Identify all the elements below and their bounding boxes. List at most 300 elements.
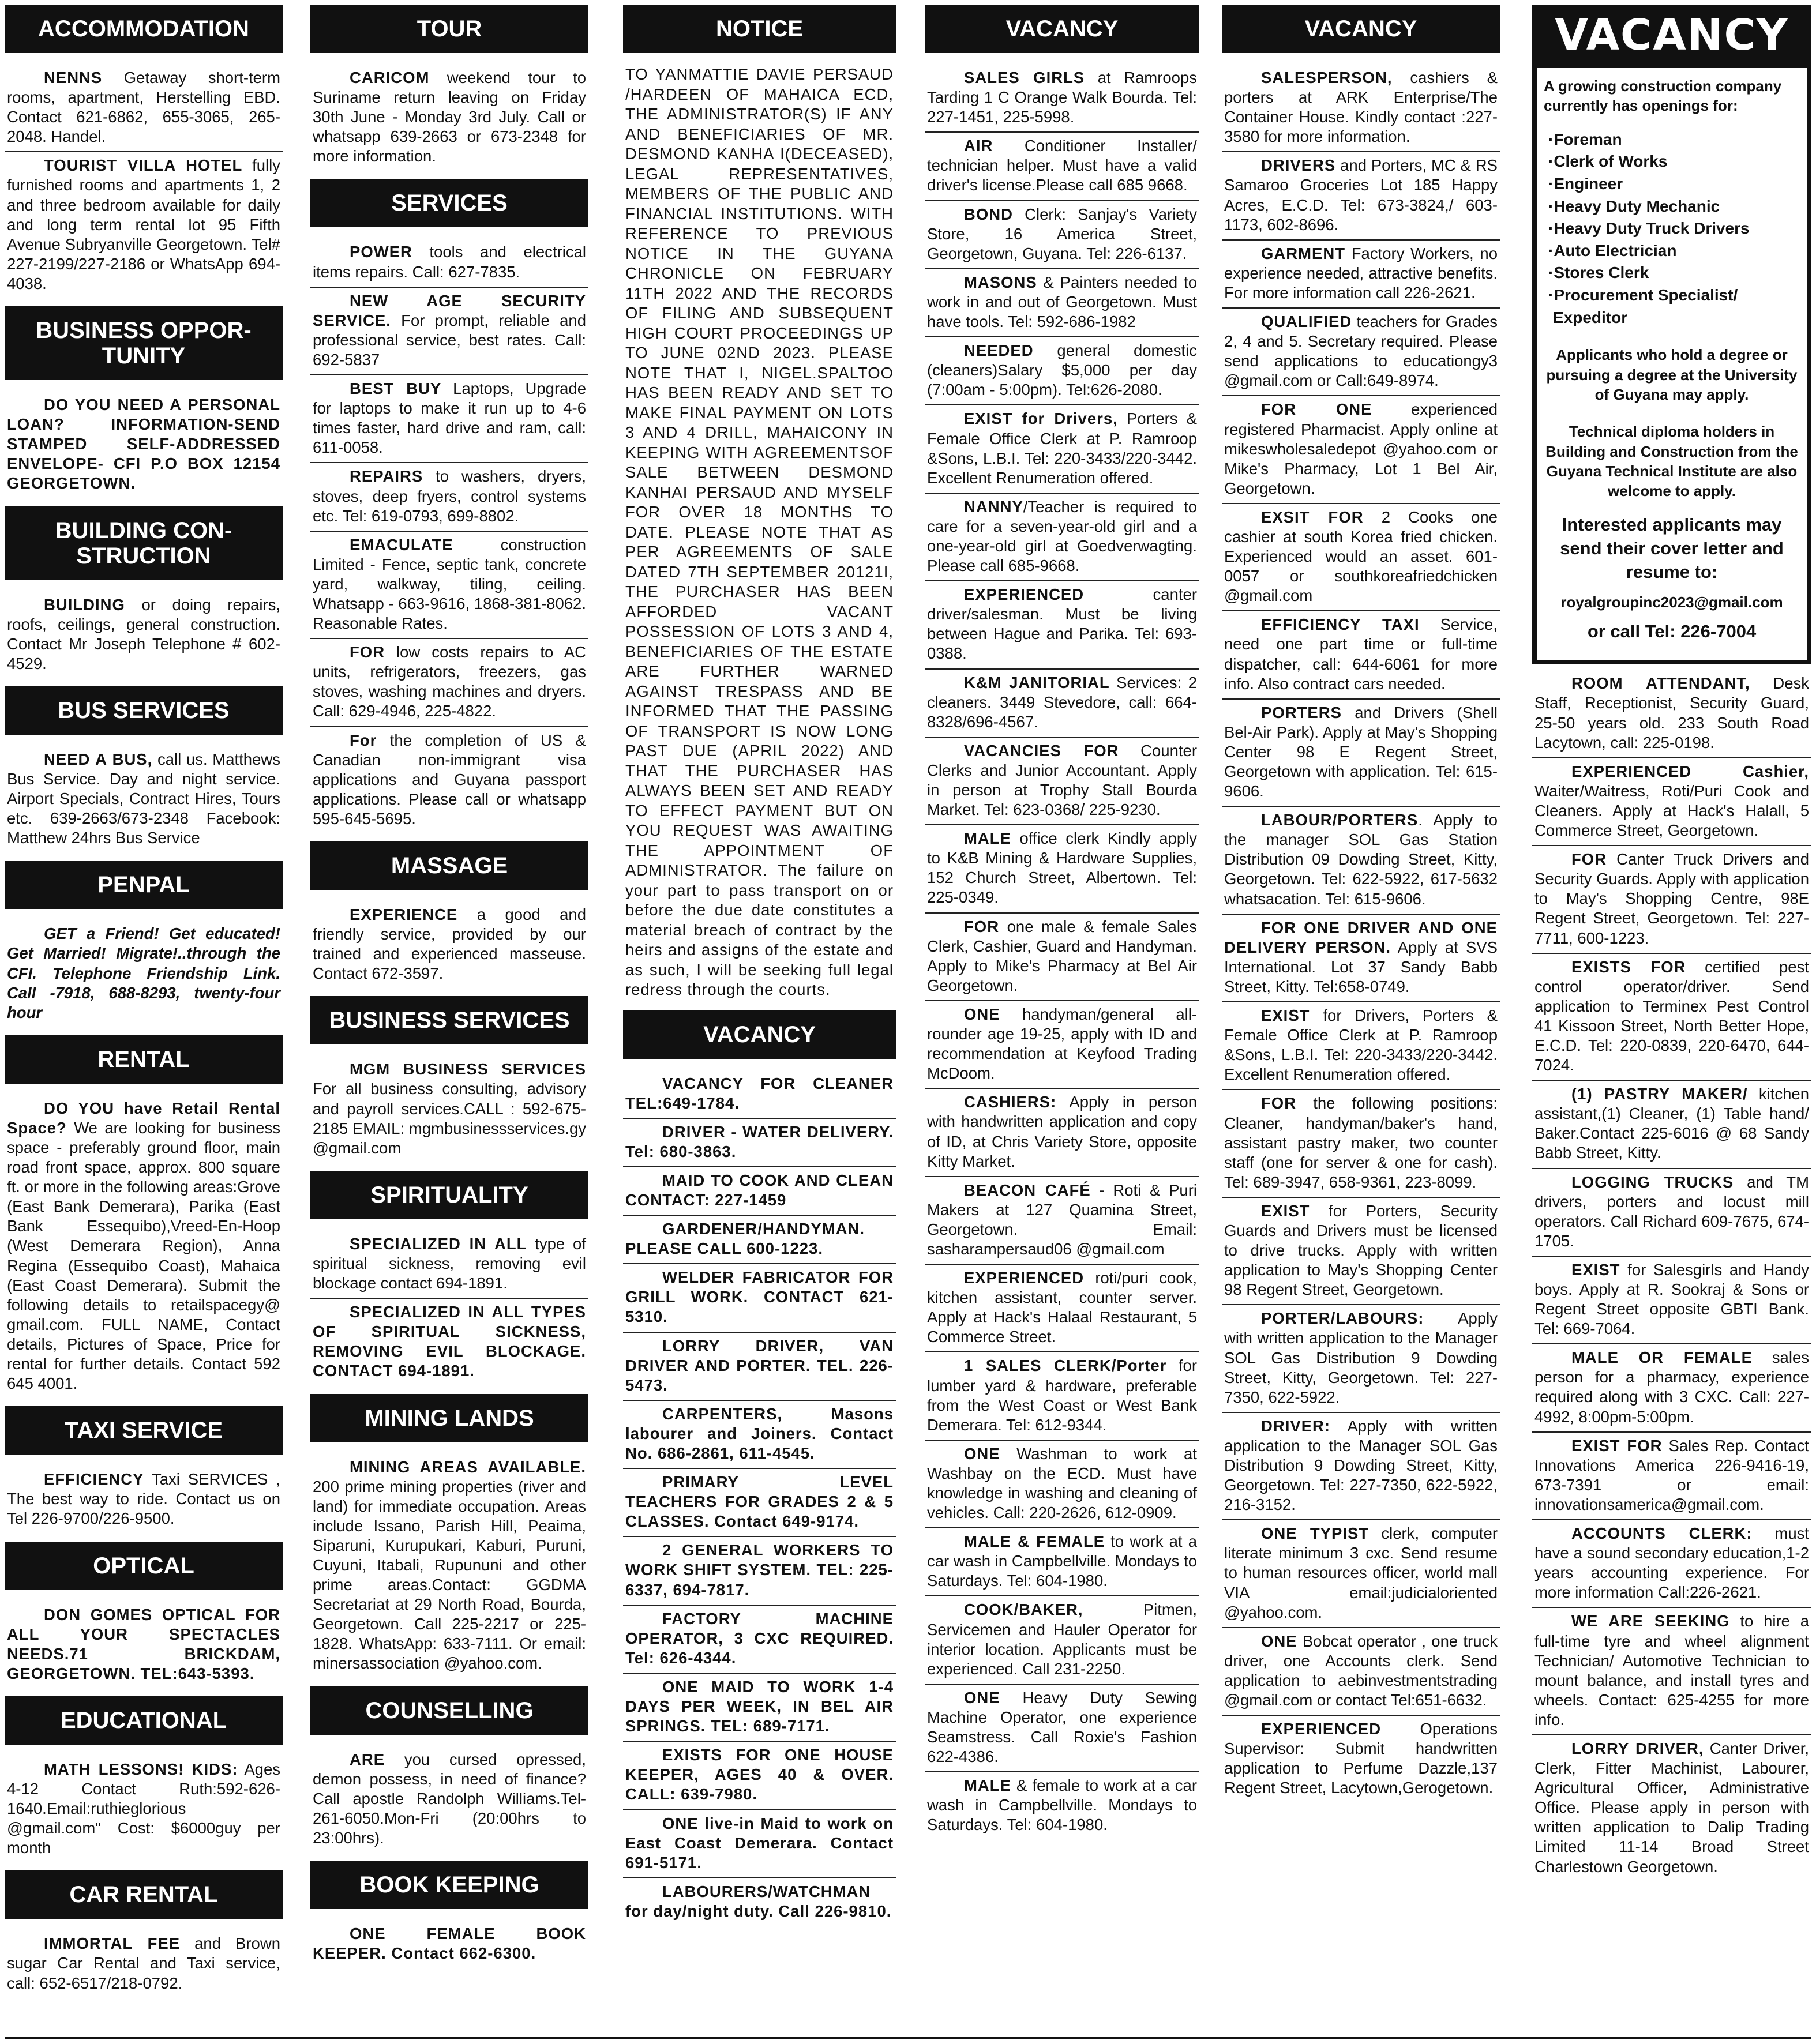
ad-lead: REPAIRS — [350, 467, 423, 486]
classified-ad — [310, 65, 588, 171]
classified-ad — [5, 1095, 283, 1398]
ad-text: clerk, computer literate minimum 3 cxc. Send resume to human resources officer, world mall VIA email:judicialoriented @yahoo.com. — [1224, 1524, 1498, 1621]
position-item: ·Engineer — [1548, 174, 1623, 193]
ad-text: Counter Clerks and Junior Accountant. Apply in person at Trophy Stall Bourda Market. Tel: 623-0368/ 225-9230. — [927, 741, 1197, 819]
classified-ad — [1532, 1169, 1811, 1257]
classified-ad — [1222, 504, 1500, 611]
classified-ad — [1222, 1090, 1500, 1197]
ad-text: Ages 4-12 Contact Ruth:592-626-1640.Email:ruthieglorious @gmail.com" Cost: $6000guy per month — [7, 1760, 280, 1857]
classified-ad — [310, 463, 588, 531]
classified-ad — [925, 1089, 1199, 1177]
ad-text: - Roti & Puri Makers at 127 Quamina Street, Georgetown. Email: sasharampersaud06 @gmail.com — [927, 1181, 1197, 1258]
ad-text: 2 Cooks one cashier at south Korea fried chicken. Experienced would an asset. 601-0057 or southkoreafriedchicken @gmail.com — [1224, 508, 1498, 605]
ad-text: 2 GENERAL WORKERS TO WORK SHIFT SYSTEM. TEL: 225-6337, 694-7817. — [625, 1541, 894, 1599]
classified-ad — [310, 1056, 588, 1162]
section-header: TAXI SERVICE — [5, 1406, 283, 1455]
section-header: SERVICES — [310, 179, 588, 227]
classified-ad — [925, 1001, 1199, 1089]
classified-ad — [1532, 758, 1811, 846]
ad-text: for Salesgirls and Handy boys. Apply at R. Sookraj & Sons or Regent Street opposite GBTI Bank. Tel: 669-7064. — [1534, 1260, 1809, 1338]
classified-ad — [1222, 611, 1500, 699]
classified-ad — [1532, 670, 1811, 758]
ad-lead: EXIST — [1261, 1201, 1310, 1220]
ad-lead: FOR — [1261, 1094, 1297, 1113]
section-header: VACANCY — [1222, 5, 1500, 53]
section-header: BOOK KEEPING — [310, 1861, 588, 1909]
position-list — [1548, 129, 1807, 329]
ad-lead: EXIST for Drivers, — [964, 409, 1118, 428]
classified-ad — [1222, 1628, 1500, 1716]
ad-lead: EXPERIENCED — [964, 585, 1085, 604]
classified-ad — [623, 1878, 896, 1926]
ad-lead: EMACULATE — [350, 535, 453, 554]
vacancy-display-ad — [1532, 5, 1811, 664]
ad-lead: GARMENT — [1261, 244, 1346, 262]
ad-text: at Ramroops Tarding 1 C Orange Walk Bourda. Tel: 227-1451, 225-5998. — [927, 69, 1197, 126]
classified-ad — [5, 65, 283, 152]
classified-ad — [310, 727, 588, 833]
ad-lead: FOR ONE DRIVER AND ONE DELIVERY PERSON. — [1224, 918, 1498, 956]
ad-lead: FOR ONE — [1261, 400, 1372, 419]
classified-column-6 — [1532, 5, 1811, 1881]
classified-ad — [925, 1596, 1199, 1684]
ad-text: MAID TO COOK AND CLEAN CONTACT: 227-1459 — [625, 1171, 894, 1209]
ad-lead: MALE OR FEMALE — [1571, 1348, 1753, 1367]
ad-lead: LABOUR/PORTERS — [1261, 811, 1419, 829]
classified-ad — [623, 1167, 896, 1216]
classified-ad — [1222, 65, 1500, 152]
classified-ad — [925, 670, 1199, 738]
ad-lead: EXPERIENCE — [350, 905, 458, 923]
ad-text: to work at a car wash in Campbellville. Mondays to Saturdays. Tel: 604-1980. — [927, 1532, 1197, 1590]
section-header: OPTICAL — [5, 1542, 283, 1590]
position-item: ·Auto Electrician — [1548, 241, 1677, 260]
ad-lead: EXPERIENCED — [1261, 1720, 1382, 1738]
vacancy-list — [623, 1070, 896, 1926]
ad-text: you cursed opressed, demon possess, in need of finance? Call apostle Randolph Williams.Tel-261-6050.Mon-Fri (20:00hrs to 23:00hrs). — [313, 1750, 586, 1847]
ad-text: Apply with written application to the Manager SOL Gas Distribution 9 Dowding Street, Kitty, Georgetown. Tel: 227-7350, 622-5922. — [1224, 1309, 1498, 1406]
display-ad-diploma-note: Technical diploma holders in Building and Construction from the Guyana Technical Institute are also welcome to apply. — [1545, 423, 1798, 500]
classified-ad — [310, 1454, 588, 1678]
ad-lead: DO YOU have Retail Rental Space? — [7, 1099, 280, 1137]
ad-text: Waiter/Waitress, Roti/Puri Cook and Cleaners. Apply at Hack's Halall, 5 Commerce Street, Georgetown. — [1534, 781, 1809, 840]
ad-lead: MINING AREAS AVAILABLE. — [350, 1457, 586, 1476]
ad-text: or doing repairs, roofs, ceilings, general construction. Contact Mr Joseph Telephone # 602-4529. — [7, 595, 280, 672]
section-header: RENTAL — [5, 1035, 283, 1084]
ad-text: Getaway short-term rooms, apartment, Herstelling EBD. Contact 621-6862, 655-3065, 265-2048. Handel. — [7, 69, 280, 146]
classified-ad — [5, 1756, 283, 1862]
classified-ad — [1222, 1305, 1500, 1412]
section-header: MINING LANDS — [310, 1394, 588, 1442]
classified-ad — [1222, 241, 1500, 309]
ad-text: We are looking for business space - preferably ground floor, main road front space, approx. 800 square ft. or more in the following areas:Grove (East Bank Demerara), Parika (East Bank Essequibo),Vreed-En-Hoop (West Demerara Region), Anna Regina (Essequibo Coast), Mahaica (East Coast Demerara). Submit the following details to retailspacegy@ gmail.com. FULL NAME, Contact details, Pictures of Space, Price for rental for further details. Contact 592 645 4001. — [7, 1118, 280, 1393]
ad-text: weekend tour to Suriname return leaving on Friday 30th June - Monday 3rd July. Call or whatsapp 639-2663 or 673-2348 for more information. — [313, 69, 586, 166]
ad-text: Desk Staff, Receptionist, Security Guard, 25-50 years old. 233 South Road Lacytown, call: 225-0198. — [1534, 674, 1809, 752]
ad-lead: MALE & FEMALE — [964, 1532, 1105, 1551]
ad-text: for lumber yard & hardware, preferable from the West Coast or West Bank Demerara. Tel: 612-9344. — [927, 1357, 1198, 1434]
classified-ad — [925, 1352, 1199, 1440]
ad-text: cashiers & porters at ARK Enterprise/The Container House. Kindly contact :227-3580 for more information. — [1224, 69, 1498, 146]
ad-lead: MGM BUSINESS SERVICES — [350, 1060, 586, 1079]
classified-ad — [5, 1602, 283, 1688]
ad-lead: NEED A BUS, — [44, 750, 153, 768]
ad-text: kitchen assistant,(1) Cleaner, (1) Table hand/ Baker.Contact 225-6016 @ 68 Sandy Babb Street, Kitty. — [1534, 1085, 1809, 1162]
ad-text: and Brown sugar Car Rental and Taxi service, call: 652-6517/218-0792. — [7, 1934, 280, 1992]
display-ad-title: VACANCY — [1537, 9, 1807, 68]
ad-lead: ONE — [964, 1688, 1000, 1707]
classified-ad — [1222, 309, 1500, 396]
ad-lead: MALE — [964, 1776, 1011, 1795]
classified-ad — [5, 1466, 283, 1533]
ad-lead: NEW AGE SECURITY SERVICE. — [313, 291, 586, 329]
ad-text: low costs repairs to AC units, refrigerators, freezers, gas stoves, washing machines and dryers. Call: 629-4946, 225-4822. — [313, 643, 586, 720]
ad-text: VACANCY FOR CLEANER TEL:649-1784. — [625, 1074, 894, 1112]
section-header: BUSINESS OPPOR-TUNITY — [5, 306, 283, 380]
ad-lead: SPECIALIZED IN ALL — [350, 1234, 527, 1253]
section-header: MASSAGE — [310, 841, 588, 890]
ad-text: certified pest control operator/driver. Send application to Terminex Pest Control 41 Kissoon Street, North Better Hope, E.C.D. Tel: 220-0839, 220-6470, 644-7024. — [1534, 957, 1809, 1074]
ad-lead: EXSIT FOR — [1261, 508, 1364, 526]
ad-text: Taxi SERVICES , The best way to ride. Contact us on Tel 226-9700/226-9500. — [7, 1470, 280, 1528]
classified-ad — [1222, 1520, 1500, 1628]
ad-lead: LORRY DRIVER, — [1571, 1739, 1704, 1757]
ad-text: roti/puri cook, kitchen assistant, counter server. Apply at Hack's Halaal Restaurant, 5 Commerce Street. — [927, 1269, 1197, 1346]
ad-lead: PORTER/LABOURS: — [1261, 1309, 1424, 1328]
classified-ad — [1222, 1413, 1500, 1520]
classified-ad — [925, 1265, 1199, 1352]
ad-lead: NANNY — [964, 497, 1023, 516]
classified-ad — [310, 639, 588, 727]
classified-ad — [623, 1810, 896, 1878]
classified-ad — [623, 1119, 896, 1167]
ad-lead: WE ARE SEEKING — [1571, 1612, 1730, 1630]
classified-ad — [623, 1401, 896, 1469]
classified-ad — [1532, 1520, 1811, 1608]
ad-text: DRIVER - WATER DELIVERY. Tel: 680-3863. — [625, 1122, 894, 1160]
classified-ad — [623, 1264, 896, 1332]
ad-lead: VACANCIES FOR — [964, 741, 1119, 760]
classified-ad — [310, 1921, 588, 1968]
classified-column-2 — [310, 5, 588, 1968]
section-header: SPIRITUALITY — [310, 1171, 588, 1219]
ad-text: Pitmen, Servicemen and Hauler Operator for interior location. Applicants must be experienced. Call 231-2250. — [927, 1600, 1197, 1678]
classified-ad — [925, 133, 1199, 201]
ad-text: one male & female Sales Clerk, Cashier, Guard and Handyman. Apply to Mike's Pharmacy at Bel Air Georgetown. — [927, 917, 1197, 994]
position-item: ·Procurement Specialist/ — [1548, 286, 1738, 304]
ad-lead: FOR — [1571, 850, 1607, 869]
ad-lead: BEST BUY — [350, 380, 442, 398]
classified-ad — [310, 1231, 588, 1299]
ad-lead: FOR — [350, 643, 385, 662]
classified-ad — [925, 337, 1199, 405]
section-header-vacancy: VACANCY — [623, 1010, 896, 1059]
classified-ad — [310, 901, 588, 988]
position-item: ·Heavy Duty Mechanic — [1548, 197, 1720, 215]
classified-ad — [1222, 700, 1500, 807]
classified-ad — [1222, 1198, 1500, 1305]
ad-text: & female to work at a car wash in Campbellville. Mondays to Saturdays. Tel: 604-1980. — [927, 1776, 1197, 1834]
display-ad-apply-note: Interested applicants may send their cover letter and resume to: — [1560, 514, 1784, 583]
classified-ad — [310, 1746, 588, 1853]
classified-column-1 — [5, 5, 283, 1998]
classified-ad — [1532, 1257, 1811, 1344]
display-ad-intro: A growing construction company currently has openings for: — [1544, 77, 1782, 115]
classified-ad — [1532, 1608, 1811, 1735]
section-header-notice: NOTICE — [623, 5, 896, 53]
page-bottom-rule — [5, 2037, 1811, 2039]
section-header: TOUR — [310, 5, 588, 53]
ad-lead: EXIST — [1571, 1260, 1620, 1279]
ad-text: GET a Friend! Get educated! Get Married! Migrate!..through the CFI. Telephone Friendship Link. Call -7918, 688-8293, twenty-four hour — [7, 925, 280, 1021]
position-item: ·Heavy Duty Truck Drivers — [1548, 219, 1750, 238]
ad-lead: DRIVERS — [1261, 156, 1336, 175]
ad-lead: EFFICIENCY — [44, 1470, 144, 1489]
classified-ad — [1222, 396, 1500, 504]
ad-lead: ONE — [1261, 1632, 1297, 1650]
ad-lead: DRIVER: — [1261, 1416, 1331, 1435]
ad-lead: PORTERS — [1261, 703, 1342, 722]
ad-text: Heavy Duty Sewing Machine Operator, one experience Seamstress. Call Roxie's Fashion 622-4386. — [927, 1688, 1197, 1766]
ad-text: LABOURERS/WATCHMAN for day/night duty. Call 226-9810. — [625, 1882, 892, 1920]
classified-ad — [925, 65, 1199, 133]
ad-text: EXISTS FOR ONE HOUSE KEEPER, AGES 40 & OVER. CALL: 639-7980. — [625, 1746, 894, 1803]
ad-text: Canter Truck Drivers and Security Guards. Apply with application to May's Shopping Centre, 98E Regent Street, Georgetown. Tel: 227-7711, 600-1223. — [1534, 850, 1809, 947]
ad-lead: EXPERIENCED — [964, 1269, 1085, 1287]
section-header: CAR RENTAL — [5, 1870, 283, 1919]
classified-ad — [925, 269, 1199, 337]
ad-text: For all business consulting, advisory and payroll services.CALL : 592-675-2185 EMAIL: mgmbusinessservices.gy @gmail.com — [313, 1080, 586, 1157]
section-header: ACCOMMODATION — [5, 5, 283, 53]
ad-text: construction Limited - Fence, septic tank, concrete yard, walkway, tiling, ceiling. Whatsapp - 663-9616, 1868-381-8062. Reasonable Rates. — [313, 535, 586, 633]
ad-text: Service, need one part time or full-time dispatcher, call: 644-6061 for more info. Also contract cars needed. — [1224, 615, 1498, 693]
ad-lead: For — [350, 731, 377, 749]
classified-ad — [1532, 1344, 1811, 1432]
classified-ad — [5, 920, 283, 1027]
classified-ad — [623, 1606, 896, 1674]
classified-ad — [1532, 954, 1811, 1081]
classified-ad — [925, 914, 1199, 1001]
ad-lead: BUILDING — [44, 595, 125, 614]
ad-text: the completion of US & Canadian non-immigrant visa applications and Guyana passport applications. Please call or whatsapp 595-645-5695. — [313, 731, 586, 828]
ad-text: Sales Rep. Contact Innovations America 226-9416-19, 673-7391 or email: innovationsamerica@gmail.com. — [1534, 1436, 1810, 1513]
display-ad-email: royalgroupinc2023@gmail.com — [1560, 593, 1783, 611]
ad-lead: (1) PASTRY MAKER/ — [1571, 1085, 1748, 1103]
classified-ad — [623, 1674, 896, 1742]
classified-column-3 — [623, 5, 896, 1926]
classified-ad — [925, 1441, 1199, 1528]
ad-lead: EXIST FOR — [1571, 1436, 1663, 1455]
classified-ad — [925, 405, 1199, 493]
ad-text: Factory Workers, no experience needed, attractive benefits. For more information call 226-2621. — [1224, 244, 1498, 302]
ad-text: and Drivers (Shell Bel-Air Park). Apply at May's Shopping Center 98 E Regent Street, Georgetown with application. Tel: 615-9606. — [1224, 703, 1498, 801]
classified-ad — [5, 746, 283, 852]
ad-text: & Painters needed to work in and out of Georgetown. Must have tools. Tel: 592-686-1982 — [927, 273, 1197, 331]
ad-lead: COOK/BAKER, — [964, 1600, 1083, 1619]
ad-lead: BOND — [964, 205, 1013, 223]
ad-lead: AIR — [964, 137, 993, 155]
classified-ad — [925, 201, 1199, 269]
ad-text: general domestic (cleaners)Salary $5,000 per day (7:00am - 5:00pm). Tel:626-2080. — [927, 341, 1197, 399]
ad-text: Apply at SVS International. Lot 37 Sandy Babb Street, Kitty. Tel:658-0749. — [1224, 938, 1498, 995]
ad-text: For prompt, reliable and professional service, best rates. Call: 692-5837 — [313, 311, 586, 369]
ad-text: handyman/general all-rounder age 19-25, apply with ID and recommendation at Keyfood Trading McDoom. — [927, 1005, 1197, 1083]
ad-text: Canter Driver, Clerk, Fitter Machinist, Labourer, Agricultural Officer, Administrative Office. Please apply in person with written application to Dalip Trading Limited 11-14 Broad Street Charlestown Georgetown. — [1534, 1739, 1810, 1876]
ad-text: Porters & Female Office Clerk at P. Ramroop &Sons, L.B.I. Tel: 220-3433/220-3442. Excellent Renumeration offered. — [927, 409, 1197, 487]
vacancy-list — [1532, 670, 1811, 1881]
ad-lead: FOR — [964, 917, 1000, 935]
classified-ad — [623, 1216, 896, 1264]
ad-lead: BEACON CAFÉ — [964, 1181, 1091, 1199]
ad-text: canter driver/salesman. Must be living between Hague and Parika. Tel: 693-0388. — [927, 585, 1197, 663]
ad-text: WELDER FABRICATOR FOR GRILL WORK. CONTACT 621-5310. — [625, 1268, 894, 1326]
ad-lead: SALESPERSON, — [1261, 69, 1393, 87]
classified-ad — [1532, 846, 1811, 953]
ad-text: GARDENER/HANDYMAN. PLEASE CALL 600-1223. — [625, 1220, 865, 1258]
classified-ad — [1532, 1735, 1811, 1881]
ad-text: office clerk Kindly apply to K&B Mining & Hardware Supplies, 152 Church Street, Albertown. Tel: 225-0349. — [927, 829, 1197, 907]
ad-lead: K&M JANITORIAL — [964, 673, 1110, 692]
ad-text: call us. Matthews Bus Service. Day and night service. Airport Specials, Contract Hires, Tours etc. 639-2663/673-2348 Facebook: Matthew 24hrs Bus Service — [7, 750, 280, 847]
classified-ad — [1532, 1081, 1811, 1168]
ad-text: Washman to work at Washbay on the ECD. Must have knowledge in washing and cleaning of vehicles. Call: 220-2626, 612-0909. — [927, 1444, 1197, 1522]
classified-ad — [310, 532, 588, 639]
classified-ad — [623, 1537, 896, 1605]
display-ad-phone: or call Tel: 226-7004 — [1587, 621, 1757, 642]
ad-text: Apply in person with handwritten application and copy of ID, at Chris Variety Store, opposite Kitty Market. — [927, 1093, 1197, 1170]
ad-lead: CARICOM — [350, 69, 430, 87]
ad-text: tools and electrical items repairs. Call: 627-7835. — [313, 243, 586, 281]
classified-ad — [925, 1685, 1199, 1772]
position-item: ·Stores Clerk — [1548, 264, 1649, 282]
classified-ad — [310, 288, 588, 375]
classified-ad — [623, 1742, 896, 1810]
classified-ad — [1222, 1002, 1500, 1090]
ad-text: Bobcat operator , one truck driver, one Accounts clerk. Send application to aebinvestmentstrading @gmail.com or contact Tel:651-6632. — [1224, 1632, 1498, 1709]
ad-text: type of spiritual sickness, removing evil blockage contact 694-1891. — [313, 1234, 586, 1292]
ad-text: teachers for Grades 2, 4 and 5. Secretary required. Please send applications to educationgy3 @gmail.com or Call:649-8974. — [1224, 313, 1498, 390]
position-item: Expeditor — [1553, 308, 1628, 326]
ad-text: LORRY DRIVER, VAN DRIVER AND PORTER. TEL. 226-5473. — [625, 1336, 894, 1394]
ad-lead: MASONS — [964, 273, 1037, 291]
classified-ad — [925, 738, 1199, 825]
ad-lead: EFFICIENCY TAXI — [1261, 615, 1420, 634]
classified-ad — [1222, 915, 1500, 1002]
ad-lead: NEEDED — [964, 341, 1034, 360]
ad-lead: SALES GIRLS — [964, 69, 1085, 87]
ad-lead: ACCOUNTS CLERK: — [1571, 1524, 1753, 1543]
classified-ad — [925, 1772, 1199, 1839]
ad-lead: EXIST — [1261, 1006, 1310, 1025]
classified-ad — [5, 392, 283, 498]
display-ad-degree-note: Applicants who hold a degree or pursuing a degree at the University of Guyana may apply. — [1546, 346, 1798, 403]
classified-ad — [925, 581, 1199, 669]
ad-text: and Porters, MC & RS Samaroo Groceries Lot 185 Happy Acres, E.C.D. Tel: 673-3824,/ 603-1173, 602-8696. — [1224, 156, 1498, 234]
ad-text: sales person for a pharmacy, experience required along with 3 CXC. Call: 227-4992, 8:00pm-5:00pm. — [1534, 1348, 1809, 1426]
classified-ad — [5, 592, 283, 678]
notice-text: TO YANMATTIE DAVIE PERSAUD /HARDEEN OF MAHAICA ECD, THE ADMINISTRATOR(S) IF ANY AND BENEFICIARIES OF MR. DESMOND KANHA I(DECEASED), LEGAL REPRESENTATIVES, MEMBERS OF THE PUBLIC AND FINANCIAL INSTITUTIONS. WITH REFERENCE TO PREVIOUS NOTICE IN THE GUYANA CHRONICLE ON FEBRUARY 11TH 2022 AND THE RECORDS OF FILING AND SUBSEQUENT HIGH COURT PROCEEDINGS UP TO JUNE 02ND 2023. PLEASE NOTE THAT I, NIGEL.SPALTOO HAS BEEN READY AND SET TO MAKE FINAL PAYMENT ON LOTS 3 AND 4 DRILL, MAHAICONY IN KEEPING WITH AGREEMENTSOF SALE BETWEEN DESMOND KANHAI PERSAUD AND MYSELF FOR OVER 18 MONTHS TO DATE. PLEASE NOTE THAT AS PER AGREEMENTS OF SALE DATED 7TH SEPTEMBER 20121I, THE PURCHASER HAS BEEN AFFORDED VACANT POSSESSION OF LOTS 3 AND 4, BENEFICIARIES OF THE ESTATE ARE FURTHER WARNED AGAINST TRESPASS AND BE INFORMED THAT THE PASSING OF TRANSPORT IS NOW LONG PAST DUE (APRIL 2022) AND THAT THE PURCHASER HAS ALWAYS BEEN SET AND READY TO EFFECT PAYMENT BUT ON YOU REQUEST WAS AWAITING THE APPOINTMENT OF ADMINISTRATOR. The failure on your part to pass transport on or before the due date constitutes a material breach of contract by the heirs and assigns of the estate and as such, I will be seeking full legal redress through the courts. — [625, 65, 894, 998]
ad-lead: IMMORTAL FEE — [44, 1934, 181, 1953]
ad-text: Clerk: Sanjay's Variety Store, 16 America Street, Georgetown, Guyana. Tel: 226-6137. — [927, 205, 1197, 262]
classified-ad — [310, 239, 588, 287]
ad-lead: ROOM ATTENDANT, — [1571, 674, 1750, 693]
ad-lead: MATH LESSONS! KIDS: — [44, 1760, 238, 1778]
ad-lead: TOURIST VILLA HOTEL — [44, 156, 243, 175]
classified-column-4 — [925, 5, 1199, 1840]
ad-text: a good and friendly service, provided by our trained and experienced masseuse. Contact 672-3597. — [313, 905, 586, 983]
ad-lead: ONE — [964, 1005, 1000, 1023]
section-header: COUNSELLING — [310, 1686, 588, 1735]
ad-text: Conditioner Installer/ technician helper. Must have a valid driver's license.Please call 685 9668. — [927, 137, 1197, 194]
ad-lead: EXISTS FOR — [1571, 957, 1686, 976]
ad-text: 200 prime mining properties (river and land) for immediate occupation. Areas include Issano, Parish Hill, Peaima, Siparuni, Kurupukari, Kaburi, Puruni, Cuyuni, Itabali, Rupununi and other prime areas.Contact: GGDMA Secretariat at 29 North Road, Bourda, Georgetown. Call 225-2217 or 225-1828. WhatsApp: 633-7111. Or email: minersassociation @yahoo.com. — [313, 1477, 586, 1673]
ad-text: to washers, dryers, stoves, deep fryers, control systems etc. Tel: 619-0793, 699-8802. — [313, 467, 586, 525]
ad-text: FACTORY MACHINE OPERATOR, 3 CXC REQUIRED. Tel: 626-4344. — [625, 1609, 894, 1667]
ad-text: SPECIALIZED IN ALL TYPES OF SPIRITUAL SICKNESS, REMOVING EVIL BLOCKAGE. CONTACT 694-1891. — [313, 1303, 586, 1380]
classified-ad — [925, 1177, 1199, 1265]
ad-text: /Teacher is required to care for a seven-year-old girl and a one-year-old girl at Goedverwagting. Please call 685-9668. — [927, 497, 1197, 575]
ad-text: Laptops, Upgrade for laptops to make it run up to 4-6 times faster, hard drive and ram, call: 611-0058. — [313, 380, 586, 457]
ad-lead: EXPERIENCED Cashier, — [1571, 762, 1809, 780]
ad-text: experienced registered Pharmacist. Apply online at mikeswholesaledepot @yahoo.com or Mike's Pharmacy, Lot 1 Bel Air, Georgetown. — [1224, 400, 1498, 497]
ad-lead: CASHIERS: — [964, 1093, 1057, 1111]
classified-ad — [310, 1299, 588, 1385]
position-item: ·Clerk of Works — [1548, 152, 1668, 171]
ad-lead: LOGGING TRUCKS — [1571, 1173, 1734, 1191]
ad-lead: 1 SALES CLERK/Porter — [964, 1357, 1167, 1375]
classified-ad — [925, 825, 1199, 913]
classified-ad — [5, 1930, 283, 1997]
ad-text: for Porters, Security Guards and Drivers must be licensed to drive trucks. Apply with written application to May's Shopping Center 98 Regent Street, Georgetown. — [1224, 1201, 1498, 1299]
section-header: EDUCATIONAL — [5, 1696, 283, 1745]
ad-lead: MALE — [964, 829, 1011, 848]
ad-text: DON GOMES OPTICAL FOR ALL YOUR SPECTACLES NEEDS.71 BRICKDAM, GEORGETOWN. TEL:643-5393. — [7, 1605, 280, 1682]
classified-ad — [623, 1469, 896, 1537]
ad-text: the following positions: Cleaner, handyman/baker's hand, assistant pastry maker, two counter staff (one for server & one for cash). Tel: 689-3947, 658-9361, 223-8099. — [1224, 1094, 1498, 1191]
classified-ad — [925, 494, 1199, 581]
ad-text: Operations Supervisor: Submit handwritten application to Perfume Dazzle,137 Regent Street, Lacytown,Gerogetown. — [1224, 1720, 1498, 1797]
ad-lead: ONE — [964, 1444, 1000, 1463]
classified-ad — [1222, 152, 1500, 240]
classified-ad — [925, 1528, 1199, 1596]
section-header: PENPAL — [5, 861, 283, 909]
classified-column-5 — [1222, 5, 1500, 1803]
classified-ad — [623, 1333, 896, 1401]
section-header: BUILDING CON-STRUCTION — [5, 506, 283, 580]
ad-text: ONE live-in Maid to work on East Coast Demerara. Contact 691-5171. — [625, 1814, 894, 1872]
ad-text: must have a sound secondary education,1-2 years accounting experience. For more information Call:226-2621. — [1534, 1524, 1809, 1602]
classified-ad — [1532, 1433, 1811, 1520]
ad-lead: ONE TYPIST — [1261, 1524, 1369, 1543]
classified-ad — [1222, 1716, 1500, 1802]
classified-ad — [310, 375, 588, 463]
section-header: BUS SERVICES — [5, 686, 283, 735]
ad-lead: POWER — [350, 243, 412, 261]
ad-text: to hire a full-time tyre and wheel alignment Technician/ Automotive Technician to mount balance, and install tyres and wheels. Contact: 625-4255 for more info. — [1534, 1612, 1809, 1729]
section-header: VACANCY — [925, 5, 1199, 53]
classified-ad — [1222, 807, 1500, 914]
ad-text: fully furnished rooms and apartments 1, 2 and three bedroom available for daily and long term rental lot 95 Fifth Avenue Subryanville Georgetown. Tel# 227-2199/227-2186 or WhatsApp 694-4038. — [7, 156, 280, 292]
section-header: BUSINESS SERVICES — [310, 996, 588, 1044]
ad-text: Apply with written application to the Manager SOL Gas Distribution 9 Dowding Street, Kitty, Georgetown. Tel: 227-7350, 622-5922, 216-3152. — [1224, 1416, 1498, 1514]
ad-text: ONE MAID TO WORK 1-4 DAYS PER WEEK, IN BEL AIR SPRINGS. TEL: 689-7171. — [625, 1677, 894, 1735]
ad-text: . Apply to the manager SOL Gas Station Distribution 09 Dowding Street, Kitty, Georgetown. Tel: 622-5922, 617-5632 whatsacation. Tel: 615-9606. — [1224, 811, 1498, 908]
ad-text: for Drivers, Porters & Female Office Clerk at P. Ramroop &Sons, L.B.I. Tel: 220-3433/220-3442. Excellent Renumeration offered. — [1224, 1006, 1498, 1084]
ad-text: CARPENTERS, Masons labourer and Joiners. Contact No. 686-2861, 611-4545. — [625, 1404, 894, 1462]
ad-text: and TM drivers, porters and locust mill operators. Call Richard 609-7675, 674-1705. — [1534, 1173, 1809, 1250]
position-item: ·Foreman — [1548, 130, 1622, 148]
ad-lead: NENNS — [44, 69, 103, 87]
classified-ad — [5, 152, 283, 298]
